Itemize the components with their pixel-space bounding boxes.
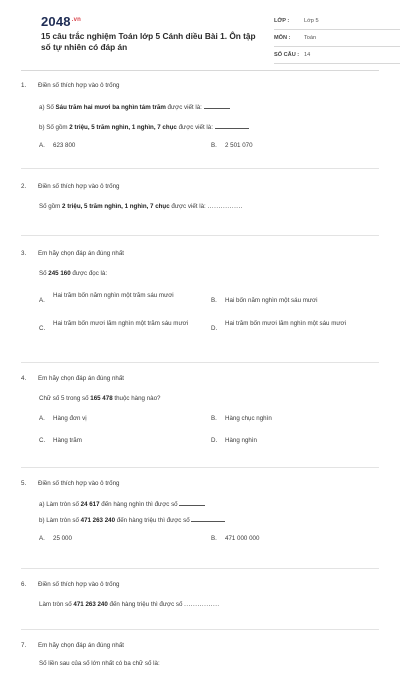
bold-text: 165 478 <box>90 395 113 402</box>
text: được đọc là: <box>70 270 108 277</box>
site-logo[interactable] <box>41 14 81 29</box>
text: a) Làm tròn số <box>39 501 81 508</box>
bold-text: 2 triệu, 5 trăm nghìn, 1 nghìn, 7 chục <box>62 203 170 210</box>
bold-text: 2 triệu, 5 trăm nghìn, 1 nghìn, 7 chục <box>69 124 177 131</box>
bold-text: 471 263 240 <box>80 517 116 524</box>
bold-text: 471 263 240 <box>73 601 108 608</box>
option-text: 623 800 <box>53 142 76 149</box>
option-text: Hai trăm bốn mươi lăm nghìn một sáu mươi <box>225 320 346 327</box>
question-instruction: Em hãy chọn đáp án đúng nhất <box>38 250 125 257</box>
option-text: 471 000 000 <box>225 535 260 542</box>
question-6 <box>21 581 379 629</box>
question-number: 7. <box>21 642 27 649</box>
question-number: 3. <box>21 250 27 257</box>
text: Số <box>39 270 49 277</box>
option-letter: D. <box>211 325 218 332</box>
question-number: 4. <box>21 375 27 382</box>
option-text: 25 000 <box>53 535 72 542</box>
question-divider <box>21 629 379 630</box>
option-text: Hai trăm bốn mươi lăm nghìn một trăm sáu mươi <box>53 320 189 327</box>
text: thuộc hàng nào? <box>112 395 161 402</box>
logo-suffix: .vn <box>71 17 82 23</box>
text: đến hàng triệu thì được số <box>115 517 192 524</box>
question-number: 6. <box>21 581 27 588</box>
meta-value: Lớp 5 <box>304 18 319 24</box>
meta-row-class <box>274 15 400 30</box>
worksheet-meta <box>274 15 400 66</box>
text: Làm tròn số <box>39 601 74 608</box>
question-instruction: Điền số thích hợp vào ô trống <box>38 82 120 89</box>
question-body <box>39 269 379 279</box>
text: Chữ số 5 trong số <box>39 395 91 402</box>
question-divider <box>21 235 379 236</box>
question-divider <box>21 467 379 468</box>
question-7 <box>21 642 379 682</box>
question-divider <box>21 168 379 169</box>
option-text: Hàng trăm <box>53 437 82 444</box>
question-1 <box>21 82 379 168</box>
option-letter: D. <box>211 437 218 444</box>
text: được viết là: <box>169 203 208 210</box>
meta-key: SỐ CÂU : <box>274 52 300 58</box>
question-instruction: Điền số thích hợp vào ô trống <box>38 480 120 487</box>
option-text: Hàng đơn vị <box>53 415 87 422</box>
meta-row-subject <box>274 32 400 47</box>
answer-blank[interactable] <box>204 102 230 109</box>
answer-blank[interactable] <box>215 122 249 129</box>
text: được viết là: <box>176 124 215 131</box>
option-letter: B. <box>211 415 217 422</box>
option-text: Hàng nghìn <box>225 437 257 444</box>
text: b) Số gồm <box>39 124 70 131</box>
question-body <box>39 600 379 610</box>
option-letter: C. <box>39 437 46 444</box>
option-text: Hàng chục nghìn <box>225 415 272 422</box>
meta-value: 14 <box>304 52 311 58</box>
question-divider <box>21 568 379 569</box>
option-text: 2 501 070 <box>225 142 253 149</box>
question-2 <box>21 183 379 235</box>
option-letter: B. <box>211 535 217 542</box>
option-letter: A. <box>39 415 45 422</box>
meta-value: Toán <box>304 35 317 41</box>
answer-dots[interactable]: ................ <box>207 203 243 210</box>
worksheet-header <box>20 0 380 66</box>
option-letter: B. <box>211 297 217 304</box>
question-5 <box>21 480 379 568</box>
option-letter: A. <box>39 297 45 304</box>
header-divider <box>21 70 379 71</box>
question-part-a <box>39 102 379 113</box>
question-number: 5. <box>21 480 27 487</box>
question-list <box>21 78 379 682</box>
logo-brand: 2048 <box>41 14 71 29</box>
meta-row-count <box>274 49 400 64</box>
question-3 <box>21 250 379 362</box>
text: đến hàng triệu thì được số <box>107 601 185 608</box>
question-part-a <box>39 499 379 510</box>
question-instruction: Điền số thích hợp vào ô trống <box>38 183 120 190</box>
question-body: Số liền sau của số lớn nhất có ba chữ số là: <box>39 660 160 667</box>
question-instruction: Điền số thích hợp vào ô trống <box>38 581 120 588</box>
question-divider <box>21 362 379 363</box>
answer-blank[interactable] <box>191 515 225 522</box>
text: đến hàng nghìn thì được số <box>99 501 180 508</box>
bold-text: 24 617 <box>80 501 100 508</box>
meta-key: MÔN : <box>274 35 291 41</box>
meta-key: LỚP : <box>274 18 290 24</box>
question-body <box>39 394 379 404</box>
answer-dots[interactable]: ................ <box>184 601 220 608</box>
option-text: Hai bốn năm nghìn một sáu mươi <box>225 297 318 304</box>
option-letter: C. <box>39 325 46 332</box>
question-body <box>39 202 379 212</box>
question-instruction: Em hãy chọn đáp án đúng nhất <box>38 375 125 382</box>
question-number: 1. <box>21 82 27 89</box>
bold-text: 245 160 <box>48 270 71 277</box>
option-letter: B. <box>211 142 217 149</box>
option-letter: A. <box>39 535 45 542</box>
bold-text: Sáu trăm hai mươi ba nghìn tám trăm <box>55 104 166 111</box>
question-instruction: Em hãy chọn đáp án đúng nhất <box>38 642 125 649</box>
question-number: 2. <box>21 183 27 190</box>
question-4 <box>21 375 379 467</box>
question-part-b <box>39 122 379 133</box>
text: Số gồm <box>39 203 63 210</box>
answer-blank[interactable] <box>179 499 205 506</box>
option-letter: A. <box>39 142 45 149</box>
question-part-b <box>39 515 379 526</box>
text: b) Làm tròn số <box>39 517 81 524</box>
option-text: Hai trăm bốn năm nghìn một trăm sáu mươi <box>53 292 174 299</box>
worksheet-title: 15 câu trắc nghiệm Toán lớp 5 Cánh diều Bài 1. Ôn tập số tự nhiên có đáp án <box>41 31 256 52</box>
text: được viết là: <box>165 104 204 111</box>
text: a) Số <box>39 104 56 111</box>
